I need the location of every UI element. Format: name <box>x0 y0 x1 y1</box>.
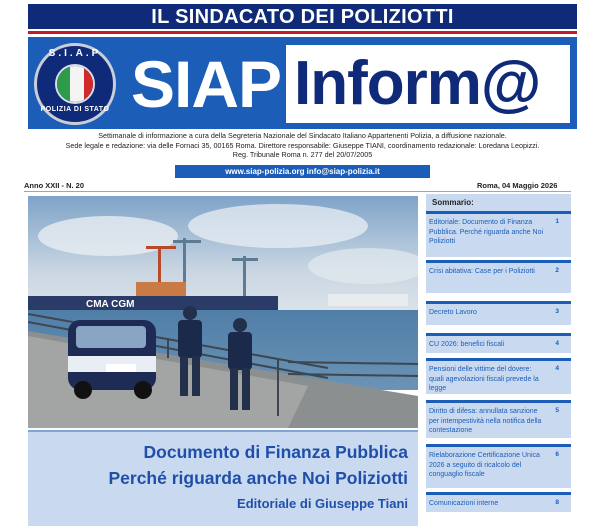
logo-top-text: S.I.A.P <box>48 48 102 59</box>
toc-item-title: Editoriale: Documento di Finanza Pubblica. Perché riguarda anche Noi Poliziotti <box>429 219 544 245</box>
toc-item-title: Rielaborazione Certificazione Unica 2026 a seguito di ricalcolo del conguaglio fiscale <box>429 452 540 478</box>
banner-white-rule <box>28 34 577 36</box>
info-line-2: Sede legale e redazione: via delle Fornaci 35, 00165 Roma. Direttore responsabile: Giuseppe TIANI, coordinamento redazionale: Loredana Leopizzi. <box>65 140 540 150</box>
masthead-banner: IL SINDACATO DEI POLIZIOTTI <box>28 4 577 29</box>
toc-item-page: 5 <box>555 407 559 414</box>
toc-item-page: 4 <box>555 365 559 372</box>
table-of-contents <box>426 194 571 507</box>
toc-item-page: 4 <box>555 340 559 347</box>
publication-info <box>28 131 577 160</box>
feature-headline-2[interactable]: Perché riguarda anche Noi Poliziotti <box>108 468 408 488</box>
toc-item-title: Diritto di difesa: annullata sanzione per intempestività nella notifica della contestazione <box>429 408 542 434</box>
toc-item[interactable] <box>426 400 571 438</box>
toc-item[interactable] <box>426 260 571 293</box>
toc-title: Sommario: <box>426 194 571 211</box>
toc-item-title: Pensioni delle vittime del dovere: quali agevolazioni fiscali prevede la legge <box>429 366 539 392</box>
logo-bottom-text: POLIZIA DI STATO <box>40 106 110 113</box>
toc-item-title: CU 2026: benefici fiscali <box>429 341 505 348</box>
toc-item[interactable] <box>426 444 571 488</box>
toc-item-page: 6 <box>555 451 559 458</box>
feature-byline: Editoriale di Giuseppe Tiani <box>237 496 408 511</box>
toc-item[interactable] <box>426 358 571 394</box>
meta-divider <box>24 191 571 192</box>
website-link[interactable]: www.siap-polizia.org info@siap-polizia.it <box>175 165 430 178</box>
toc-item-title: Decreto Lavoro <box>429 309 477 316</box>
siap-logo <box>34 43 116 125</box>
feature-headline-panel <box>28 430 418 526</box>
toc-item[interactable] <box>426 211 571 257</box>
toc-item[interactable] <box>426 333 571 353</box>
inform-wordmark: Inform@ <box>294 49 541 118</box>
info-line-1: Settimanale di informazione a cura della Segreteria Nazionale del Sindacato Italiano Appartenenti Polizia, a diffusione nazionale. <box>98 131 507 140</box>
toc-item[interactable] <box>426 492 571 512</box>
masthead <box>28 37 577 129</box>
inform-panel <box>286 45 570 123</box>
toc-item-title: Crisi abitativa: Case per i Poliziotti <box>429 268 535 275</box>
cover-photo <box>28 196 418 428</box>
info-line-3: Reg. Tribunale Roma n. 277 del 20/07/2005 <box>232 150 373 159</box>
issue-number: Anno XXII - N. 20 <box>24 181 85 190</box>
toc-item-page: 1 <box>555 218 559 225</box>
police-harbor-photo <box>28 196 418 428</box>
issue-date: Roma, 04 Maggio 2026 <box>477 181 558 190</box>
feature-headline-1[interactable]: Documento di Finanza Pubblica <box>143 442 408 462</box>
toc-item-page: 8 <box>555 499 559 506</box>
toc-item[interactable] <box>426 301 571 325</box>
siap-wordmark: SIAP <box>131 47 282 121</box>
tricolor-shield-icon <box>55 64 95 104</box>
toc-item-title: Comunicazioni interne <box>429 500 499 507</box>
toc-item-page: 2 <box>555 267 559 274</box>
toc-item-page: 3 <box>555 308 559 315</box>
ship-hull-text: CMA CGM <box>86 299 135 310</box>
